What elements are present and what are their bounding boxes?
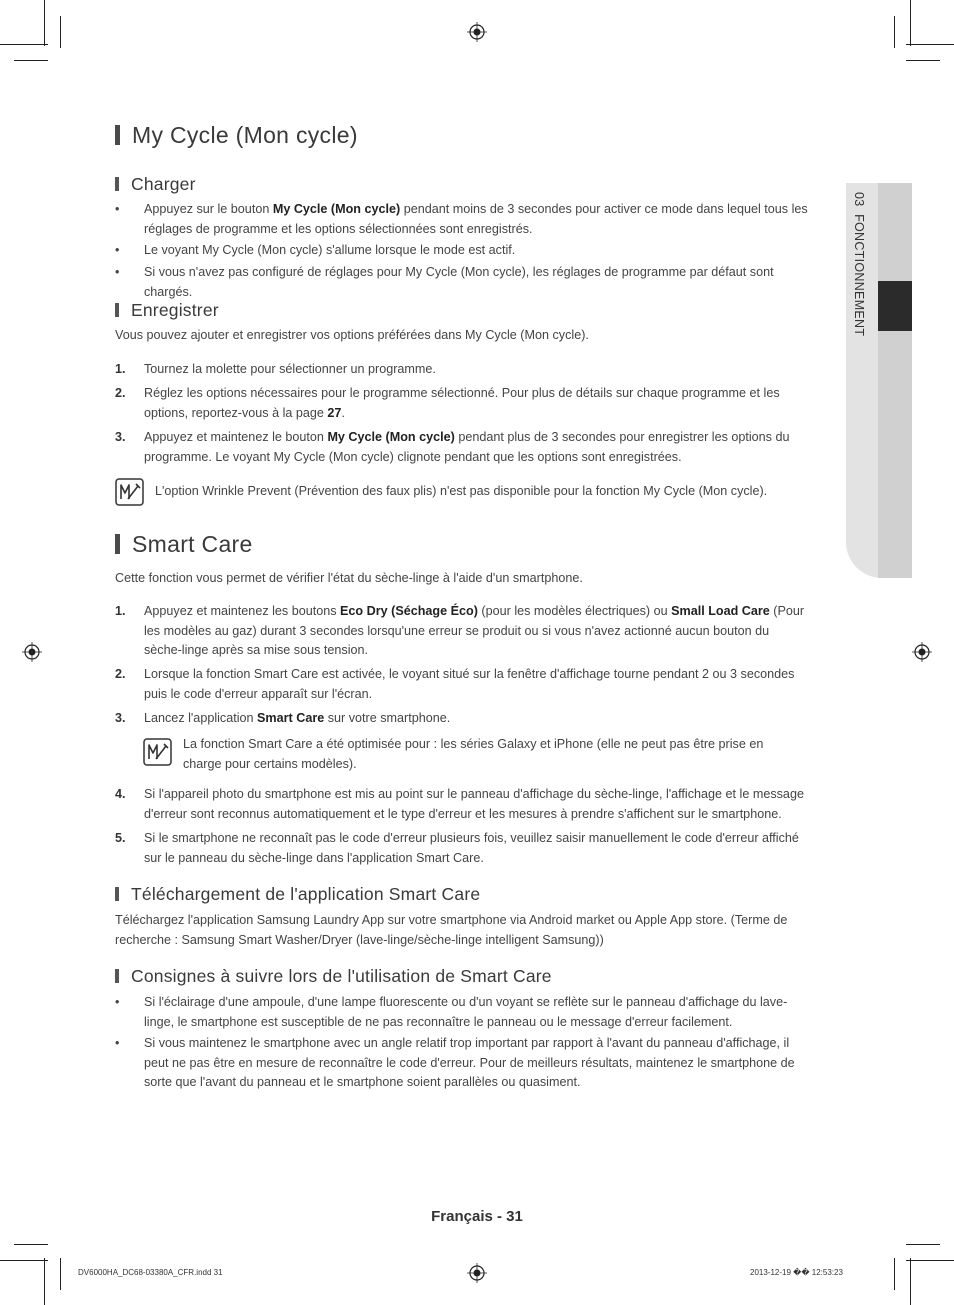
paragraph: Vous pouvez ajouter et enregistrer vos options préférées dans My Cycle (Mon cycle). <box>115 328 589 342</box>
crop-mark <box>14 60 48 61</box>
note-text: L'option Wrinkle Prevent (Prévention des faux plis) n'est pas disponible pour la fonction My Cycle (Mon cycle). <box>155 484 768 498</box>
page-number: Français - 31 <box>431 1208 523 1225</box>
heading-charger: Charger <box>115 174 196 195</box>
crop-mark <box>14 1244 48 1245</box>
print-slug-right: 2013-12-19 �� 12:53:23 <box>750 1268 843 1277</box>
list-item: 3. Lancez l'application Smart Care sur votre smartphone. <box>115 711 451 725</box>
crop-mark <box>44 1258 45 1305</box>
list-item: 3. Appuyez et maintenez le bouton My Cycle (Mon cycle) pendant plus de 3 secondes pour enregistrer les options du programme. Le voyant My Cycle (Mon cycle) clignote pendant que les options sont enregistrées. <box>115 430 790 464</box>
crop-mark <box>906 44 954 45</box>
registration-mark-icon <box>22 642 42 662</box>
list-item: 2. Réglez les options nécessaires pour le programme sélectionné. Pour plus de détails sur chaque programme et les options, reportez-vous à la page 27. <box>115 386 780 420</box>
registration-mark-icon <box>912 642 932 662</box>
note-icon <box>143 738 172 766</box>
heading-enregistrer: Enregistrer <box>115 300 219 321</box>
list-item: • Si vous n'avez pas configuré de réglages pour My Cycle (Mon cycle), les réglages de programme par défaut sont chargés. <box>115 265 774 299</box>
crop-mark <box>894 1258 895 1290</box>
paragraph: Téléchargez l'application Samsung Laundry App sur votre smartphone via Android market ou Apple App store. (Terme de recherche : Samsung Smart Washer/Dryer (lave-linge/sèche-linge intelligent Samsung)) <box>115 913 788 947</box>
list-item: • Si vous maintenez le smartphone avec un angle relatif trop important par rapport à l'avant du panneau d'affichage, il peut ne pas être en mesure de reconnaître le code d'erreur. Pour de meilleurs résultats, maintenez le smartphone de sorte que l'avant du panneau et le smartphone soient parallèles ou quasiment. <box>115 1036 795 1089</box>
crop-mark <box>44 0 45 46</box>
crop-mark <box>60 1258 61 1290</box>
crop-mark <box>906 60 940 61</box>
crop-mark <box>894 16 895 48</box>
crop-mark <box>910 1258 911 1305</box>
chapter-tab-marker <box>878 281 912 331</box>
crop-mark <box>906 1260 954 1261</box>
list-item: • Si l'éclairage d'une ampoule, d'une lampe fluorescente ou d'un voyant se reflète sur le panneau d'affichage du lave-linge, le smartphone est susceptible de ne pas reconnaître le panneau ou le message d'erreur facilement. <box>115 995 788 1029</box>
crop-mark <box>910 0 911 46</box>
note-text: La fonction Smart Care a été optimisée pour : les séries Galaxy et iPhone (elle ne peut pas être prise en charge pour certains modèles). <box>183 737 764 771</box>
paragraph: Cette fonction vous permet de vérifier l'état du sèche-linge à l'aide d'un smartphone. <box>115 571 583 585</box>
chapter-tab-strip <box>878 183 912 578</box>
crop-mark <box>0 44 48 45</box>
list-item: • Le voyant My Cycle (Mon cycle) s'allume lorsque le mode est actif. <box>115 243 516 257</box>
heading-telechargement: Téléchargement de l'application Smart Care <box>115 884 480 905</box>
list-item: 4. Si l'appareil photo du smartphone est mis au point sur le panneau d'affichage du sèche-linge, l'affichage et le message d'erreur sont reconnus automatiquement et le type d'erreur et les mesures à prendre s'affichent sur le smartphone. <box>115 787 804 821</box>
list-item: • Appuyez sur le bouton My Cycle (Mon cycle) pendant moins de 3 secondes pour activer ce mode dans lequel tous les réglages de programme et les options sélectionnées sont enregistrés. <box>115 202 808 236</box>
heading-consignes: Consignes à suivre lors de l'utilisation de Smart Care <box>115 966 552 987</box>
print-slug-left: DV6000HA_DC68-03380A_CFR.indd 31 <box>78 1268 223 1277</box>
section-title-smartcare: Smart Care <box>115 531 253 558</box>
chapter-tab-label: 03 FONCTIONNEMENT <box>852 192 866 337</box>
registration-mark-icon <box>467 1263 487 1283</box>
section-title-mycycle: My Cycle (Mon cycle) <box>115 122 358 149</box>
list-item: 1. Appuyez et maintenez les boutons Eco Dry (Séchage Éco) (pour les modèles électriques) ou Small Load Care (Pour les modèles au gaz) durant 3 secondes lorsqu'une erreur se produit ou si vous n'avez actionné aucun bouton du sèche-linge après sa mise sous tension. <box>115 604 805 657</box>
note-icon <box>115 478 144 506</box>
crop-mark <box>906 1244 940 1245</box>
registration-mark-icon <box>467 22 487 42</box>
crop-mark <box>0 1260 48 1261</box>
crop-mark <box>60 16 61 48</box>
list-item: 2. Lorsque la fonction Smart Care est activée, le voyant situé sur la fenêtre d'affichage tourne pendant 2 ou 3 secondes puis le code d'erreur apparaît sur l'écran. <box>115 667 795 701</box>
list-item: 5. Si le smartphone ne reconnaît pas le code d'erreur plusieurs fois, veuillez saisir manuellement le code d'erreur affiché sur le panneau du sèche-linge dans l'application Smart Care. <box>115 831 799 865</box>
list-item: 1. Tournez la molette pour sélectionner un programme. <box>115 362 436 376</box>
